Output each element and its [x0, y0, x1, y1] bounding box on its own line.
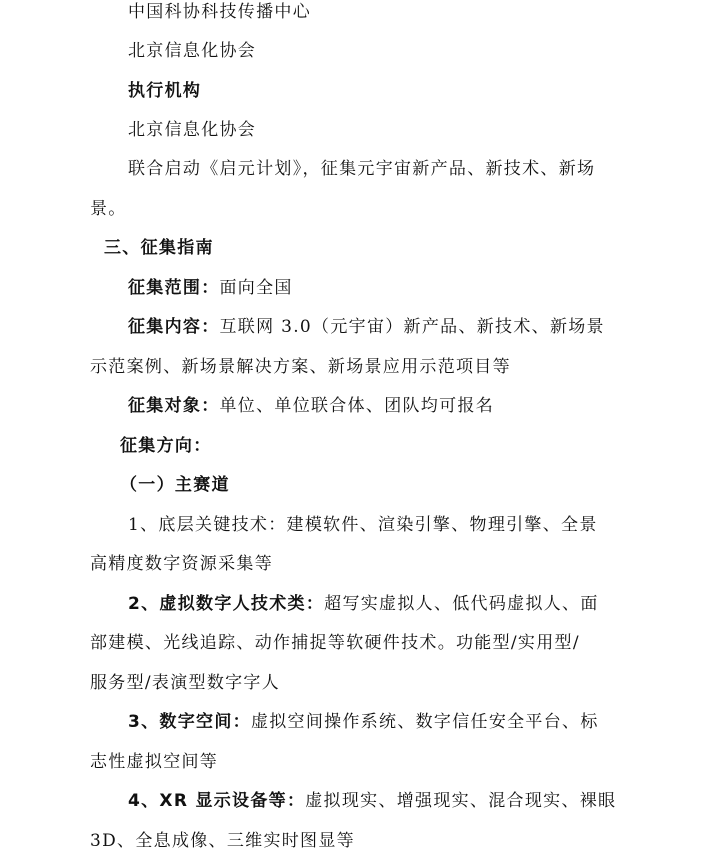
main-track-heading: （一）主赛道 — [120, 475, 230, 495]
item-4-label: 4、XR 显示设备等： — [128, 791, 306, 811]
item-1-line-1: 1、底层关键技术：建模软件、渲染引擎、物理引擎、全景 — [128, 515, 598, 535]
item-1-line-2: 高精度数字资源采集等 — [90, 554, 273, 574]
item-3-line-2: 志性虚拟空间等 — [90, 752, 219, 772]
intro-paragraph-line-1: 联合启动《启元计划》，征集元宇宙新产品、新技术、新场 — [128, 159, 596, 179]
direction-heading: 征集方向： — [120, 436, 212, 456]
item-3-line-1: 3、数字空间：虚拟空间操作系统、数字信任安全平台、标 — [128, 712, 599, 732]
org-line-2: 北京信息化协会 — [128, 41, 257, 61]
section-heading-guide: 三、征集指南 — [104, 238, 214, 258]
executing-org-name: 北京信息化协会 — [128, 120, 257, 140]
content-line-2: 示范案例、新场景解决方案、新场景应用示范项目等 — [90, 357, 511, 377]
target-line: 征集对象：单位、单位联合体、团队均可报名 — [128, 396, 494, 416]
item-4-line-1: 4、XR 显示设备等：虚拟现实、增强现实、混合现实、裸眼 — [128, 791, 617, 811]
org-line-1: 中国科协科技传播中心 — [128, 2, 311, 22]
scope-line: 征集范围：面向全国 — [128, 278, 293, 298]
executing-org-heading: 执行机构 — [128, 81, 202, 101]
item-2-line-1: 2、虚拟数字人技术类：超写实虚拟人、低代码虚拟人、面 — [128, 594, 599, 614]
item-2-label: 2、虚拟数字人技术类： — [128, 594, 325, 614]
content-line-1: 征集内容：互联网 3.0（元宇宙）新产品、新技术、新场景 — [128, 317, 605, 337]
intro-paragraph-line-2: 景。 — [90, 199, 127, 219]
item-2-line-2: 部建模、光线追踪、动作捕捉等软硬件技术。功能型/实用型/ — [90, 633, 580, 653]
content-label: 征集内容： — [128, 317, 220, 337]
item-4-line-2: 3D、全息成像、三维实时图显等 — [90, 831, 355, 851]
target-label: 征集对象： — [128, 396, 220, 416]
scope-label: 征集范围： — [128, 278, 220, 298]
item-3-label: 3、数字空间： — [128, 712, 251, 732]
item-2-line-3: 服务型/表演型数字字人 — [90, 673, 281, 693]
